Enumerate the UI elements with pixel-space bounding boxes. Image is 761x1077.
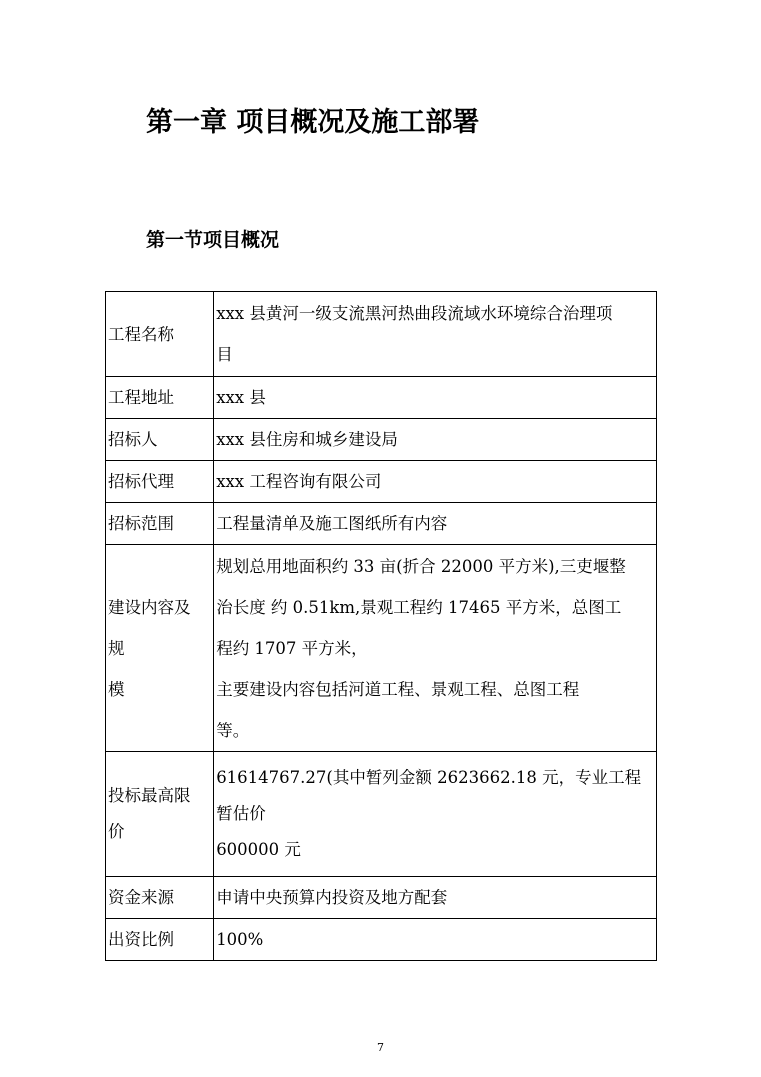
row-label-max-bid-price: 投标最高限 价: [106, 752, 214, 877]
row-label-tenderer: 招标人: [106, 419, 214, 461]
project-info-table: [105, 291, 657, 961]
row-value-funding-ratio: 100%: [214, 919, 657, 961]
row-value-tenderer: xxx 县住房和城乡建设局: [214, 419, 657, 461]
row-value-tender-scope: 工程量清单及施工图纸所有内容: [214, 503, 657, 545]
row-value-funding-source: 申请中央预算内投资及地方配套: [214, 877, 657, 919]
row-value-tender-agent: xxx 工程咨询有限公司: [214, 461, 657, 503]
table-row: [106, 419, 657, 461]
table-row: [106, 503, 657, 545]
row-value-project-address: xxx 县: [214, 377, 657, 419]
table-row: [106, 877, 657, 919]
section-title: 第一节项目概况: [146, 229, 280, 251]
row-value-max-bid-price: 61614767.27(其中暂列金额 2623662.18 元，专业工程 暂估价 600000 元: [214, 752, 657, 877]
table-row: [106, 752, 657, 877]
row-label-tender-agent: 招标代理: [106, 461, 214, 503]
table-row: [106, 919, 657, 961]
row-label-construction-content: 建设内容及 规 模: [106, 545, 214, 752]
row-value-construction-content: 规划总用地面积约 33 亩(折合 22000 平方米),三吏堰整 治长度 约 0.51km,景观工程约 17465 平方米，总图工 程约 1707 平方米， 主要建设内容包括河道工程、景观工程、总图工程 等。: [214, 545, 657, 752]
table-row: [106, 377, 657, 419]
row-label-tender-scope: 招标范围: [106, 503, 214, 545]
row-label-project-name: 工程名称: [106, 292, 214, 377]
row-value-project-name: xxx 县黄河一级支流黑河热曲段流域水环境综合治理项 目: [214, 292, 657, 377]
row-label-project-address: 工程地址: [106, 377, 214, 419]
row-label-funding-ratio: 出资比例: [106, 919, 214, 961]
table-row: [106, 292, 657, 377]
table-row: [106, 461, 657, 503]
page-number: 7: [377, 1041, 384, 1054]
row-label-funding-source: 资金来源: [106, 877, 214, 919]
table-row: [106, 545, 657, 752]
chapter-title: 第一章 项目概况及施工部署: [146, 107, 480, 138]
